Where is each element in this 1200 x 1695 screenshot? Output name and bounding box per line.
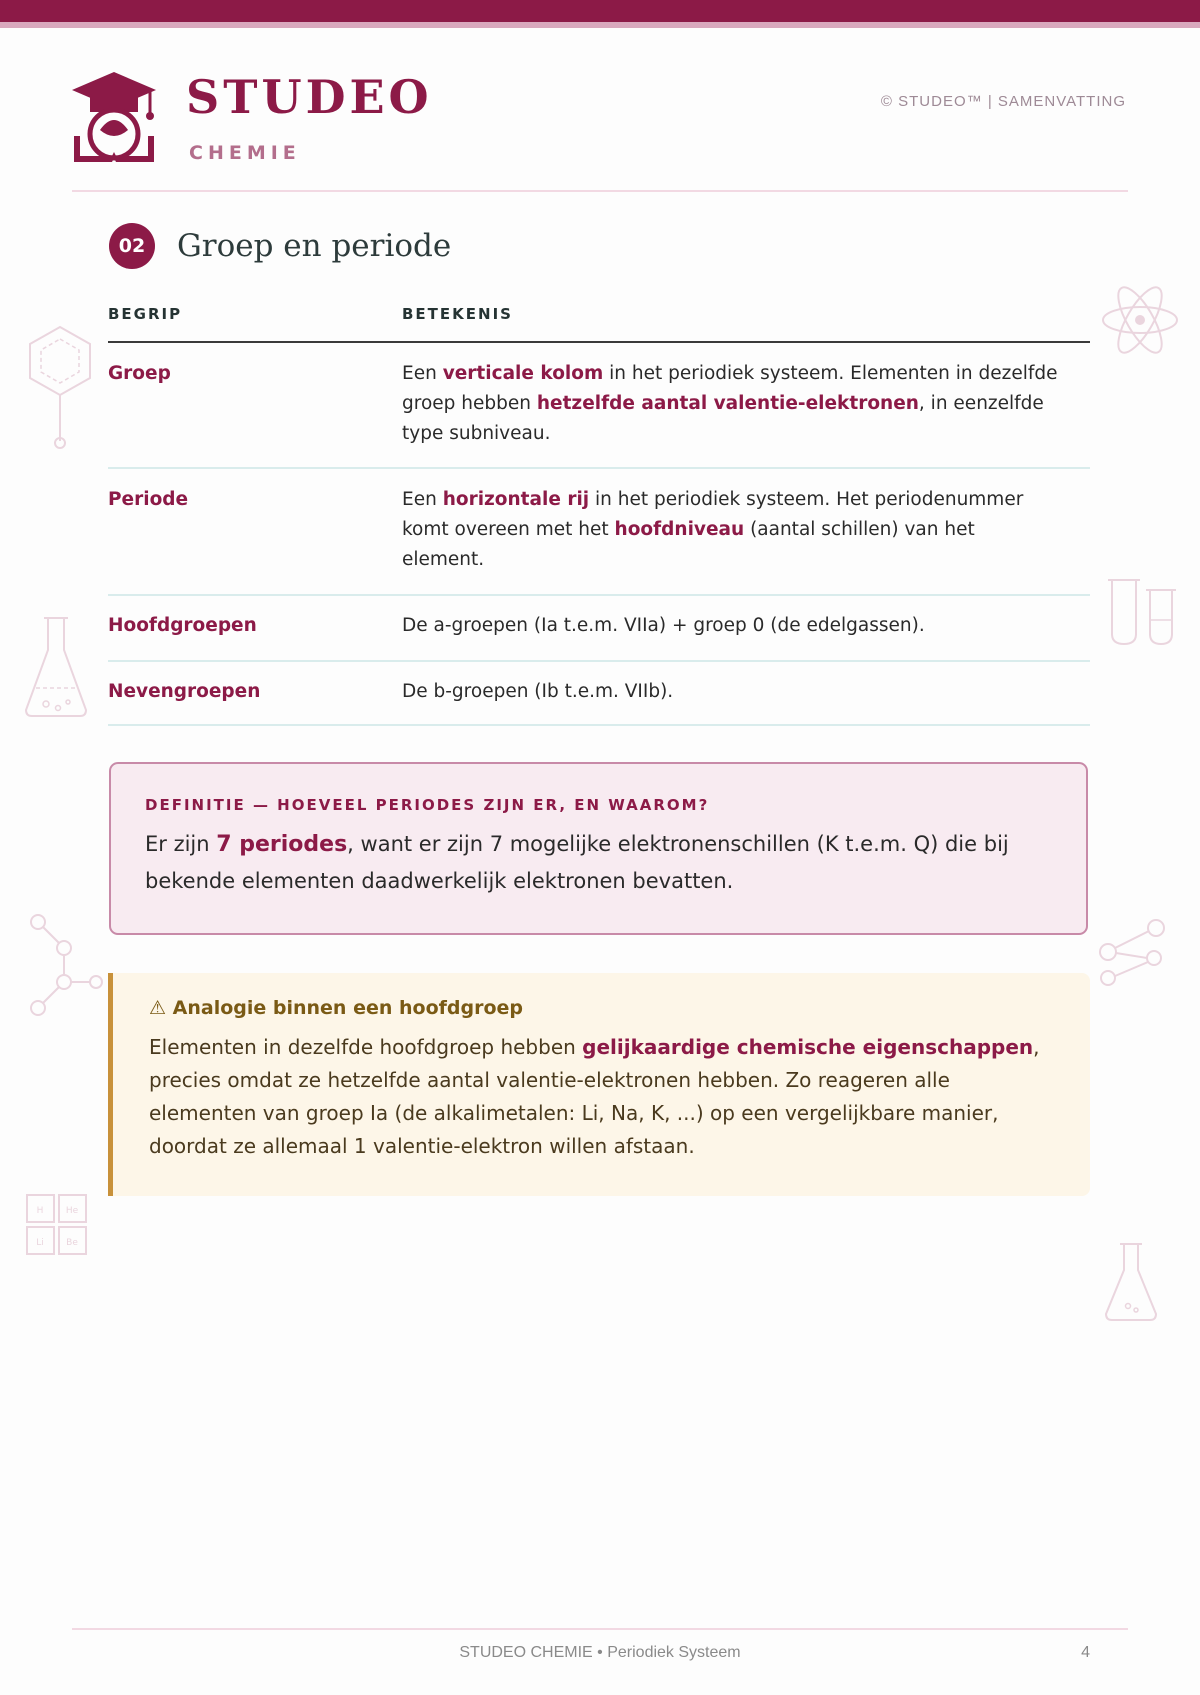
highlight-term: horizontale rij bbox=[442, 489, 590, 510]
highlight-term: 7 periodes bbox=[216, 832, 348, 857]
table-row-divider bbox=[108, 594, 1090, 596]
atom-icon bbox=[1100, 284, 1180, 356]
definition-label: DEFINITIE — HOEVEEL PERIODES ZIJN ER, EN WAAROM? bbox=[145, 796, 710, 814]
definition-callout bbox=[109, 762, 1088, 935]
erlenmeyer-flask-icon bbox=[24, 616, 88, 718]
table-row-definition: De b-groepen (Ib t.e.m. VIIb). bbox=[402, 681, 674, 702]
footer-text: STUDEO CHEMIE • Periodiek Systeem bbox=[459, 1644, 741, 1661]
copyright-notice: © STUDEO™ | SAMENVATTING bbox=[880, 93, 1126, 110]
table-row-divider bbox=[108, 724, 1090, 726]
column-header-meaning: BETEKENIS bbox=[402, 305, 513, 323]
table-row-term: Periode bbox=[108, 489, 189, 510]
column-header-term: BEGRIP bbox=[108, 305, 183, 323]
footer-divider bbox=[72, 1628, 1128, 1630]
page-number: 4 bbox=[1081, 1644, 1090, 1661]
table-row-term: Nevengroepen bbox=[108, 681, 261, 702]
hexagon-molecule-icon bbox=[28, 325, 92, 449]
brand-subject: CHEMIE bbox=[189, 142, 301, 164]
table-row-term: Hoofdgroepen bbox=[108, 615, 257, 636]
cell-label: He bbox=[65, 1206, 79, 1216]
cell-label: Be bbox=[66, 1238, 78, 1248]
section-number-badge: 02 bbox=[109, 223, 155, 269]
table-row-divider bbox=[108, 660, 1090, 662]
table-row-term: Groep bbox=[108, 363, 171, 384]
section-title: Groep en periode bbox=[177, 228, 452, 264]
test-tubes-icon bbox=[1106, 578, 1178, 646]
table-row-divider bbox=[108, 467, 1090, 469]
cell-label: H bbox=[36, 1206, 44, 1216]
top-accent-stripe bbox=[0, 22, 1200, 28]
cell-label: Li bbox=[36, 1238, 44, 1248]
analogy-title: ⚠ Analogie binnen een hoofdgroep bbox=[149, 997, 523, 1019]
share-molecule-icon bbox=[1096, 918, 1168, 988]
highlight-term: gelijkaardige chemische eigenschappen bbox=[582, 1035, 1034, 1059]
definition-text: Er zijn 7 periodes, want er zijn 7 mogelijke elektronenschillen (K t.e.m. Q) die bij bekende elementen daadwerkelijk elektronen bevatten. bbox=[145, 832, 1009, 893]
brand-name: STUDEO bbox=[186, 70, 433, 124]
analogy-text: Elementen in dezelfde hoofdgroep hebben gelijkaardige chemische eigenschappen, precies omdat ze hetzelfde aantal valentie-elektronen hebben. Zo reageren alle elementen van groep Ia (de alkalimetalen: Li, Na, K, ...) op een vergelijkbare manier, doordat ze allemaal 1 valentie-elektron willen afstaan. bbox=[149, 1035, 1040, 1158]
highlight-term: hetzelfde aantal valentie-elektronen bbox=[536, 393, 919, 414]
table-header-divider bbox=[108, 341, 1090, 343]
top-accent-bar bbox=[0, 0, 1200, 22]
highlight-term: hoofdniveau bbox=[614, 519, 745, 540]
table-row-definition: Een verticale kolom in het periodiek systeem. Elementen in dezelfde groep hebben hetzelfde aantal valentie-elektronen, in eenzelfde type subniveau. bbox=[402, 363, 1058, 444]
molecule-structure-icon bbox=[28, 912, 104, 1018]
table-row-definition: Een horizontale rij in het periodiek systeem. Het periodenummer komt overeen met het hoofdniveau (aantal schillen) van het element. bbox=[402, 489, 1024, 570]
table-row-definition: De a-groepen (Ia t.e.m. VIIa) + groep 0 (de edelgassen). bbox=[402, 615, 925, 636]
highlight-term: verticale kolom bbox=[442, 363, 604, 384]
header-divider bbox=[72, 190, 1128, 192]
graduation-cap-book-logo-icon bbox=[70, 70, 158, 166]
small-flask-icon bbox=[1104, 1242, 1158, 1322]
analogy-callout bbox=[108, 973, 1090, 1196]
periodic-cells-icon bbox=[26, 1194, 88, 1256]
